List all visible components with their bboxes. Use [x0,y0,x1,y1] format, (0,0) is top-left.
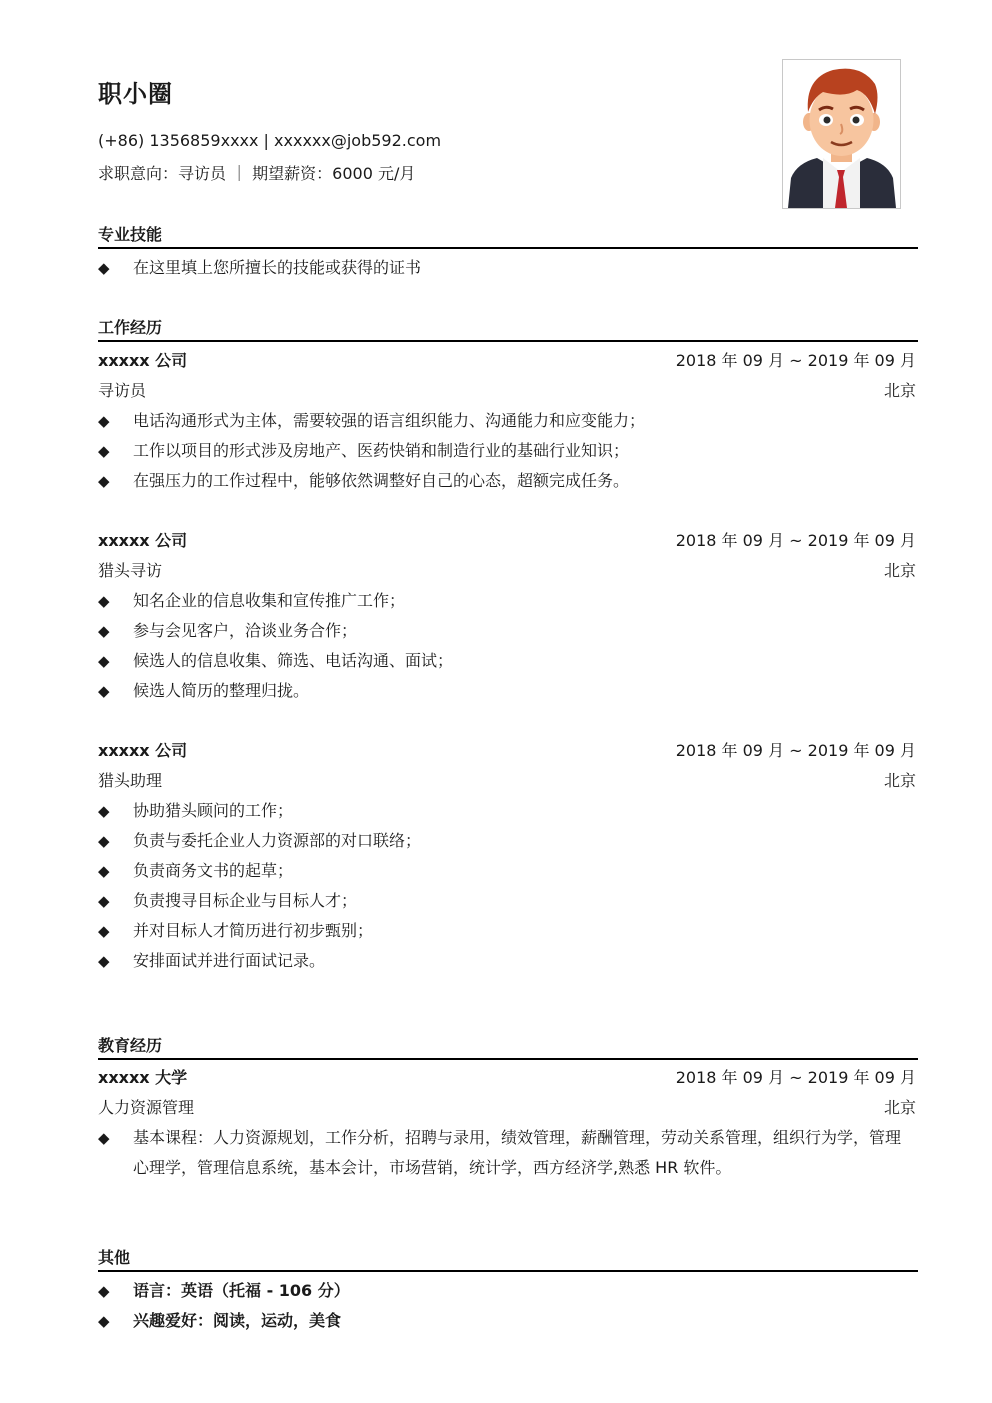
job-company: xxxxx 公司 [98,741,188,760]
education-location: 北京 [883,1098,916,1117]
bullet-diamond-icon: ◆ [98,952,110,970]
job-duty-item [98,676,916,706]
job-duty-item [98,826,916,856]
job-role: 寻访员 [98,381,147,400]
job-duty-item [98,436,916,466]
bullet-diamond-icon: ◆ [98,1312,110,1330]
bullet-diamond-icon: ◆ [98,442,110,460]
education-courses-text: 基本课程：人力资源规划，工作分析，招聘与录用，绩效管理，薪酬管理，劳动关系管理，组织行为学，管理心理学，管理信息系统，基本会计，市场营销，统计学，西方经济学,熟悉 HR 软件。 [133,1128,902,1177]
job-duty-text: 在强压力的工作过程中，能够依然调整好自己的心态，超额完成任务。 [133,471,630,490]
bullet-diamond-icon: ◆ [98,922,110,940]
avatar-illustration [783,60,900,208]
job-role-row [98,559,916,583]
job-period: 2018 年 09 月 ~ 2019 年 09 月 [675,741,916,760]
job-duty-text: 协助猎头顾问的工作； [133,801,294,820]
job-duty-text: 知名企业的信息收集和宣传推广工作； [133,591,406,610]
candidate-name: 职小圈 [98,80,173,108]
job-period: 2018 年 09 月 ~ 2019 年 09 月 [675,351,916,370]
job-duty-item [98,466,916,496]
skill-item-text: 在这里填上您所擅长的技能或获得的证书 [133,258,422,277]
contact-info: (+86) 1356859xxxx | xxxxxx@job592.com [98,131,442,150]
section-title-skills: 专业技能 [98,222,918,249]
bullet-diamond-icon: ◆ [98,682,110,700]
job-duty-item [98,796,916,826]
job-duty-text: 负责搜寻目标企业与目标人才； [133,891,358,910]
bullet-diamond-icon: ◆ [98,1282,110,1300]
job-role: 猎头寻访 [98,561,163,580]
education-courses-item [98,1123,916,1183]
job-intent: 求职意向：寻访员 ｜ 期望薪资：6000 元/月 [98,164,416,183]
section-title-education: 教育经历 [98,1033,918,1060]
bullet-diamond-icon: ◆ [98,259,110,277]
job-role: 猎头助理 [98,771,163,790]
skill-item [98,253,916,283]
job-duty-text: 参与会见客户，洽谈业务合作； [133,621,358,640]
job-duty-item [98,946,916,976]
job-duty-text: 候选人简历的整理归拢。 [133,681,310,700]
job-duty-text: 并对目标人才简历进行初步甄别； [133,921,374,940]
education-header [98,1066,916,1090]
bullet-diamond-icon: ◆ [98,652,110,670]
job-duty-item [98,856,916,886]
job-location: 北京 [883,561,916,580]
bullet-diamond-icon: ◆ [98,412,110,430]
other-item [98,1306,916,1336]
job-company: xxxxx 公司 [98,351,188,370]
job-duty-item [98,916,916,946]
section-title-other: 其他 [98,1245,918,1272]
job-header [98,349,916,373]
bullet-diamond-icon: ◆ [98,1129,110,1147]
job-period: 2018 年 09 月 ~ 2019 年 09 月 [675,531,916,550]
job-role-row [98,769,916,793]
job-header [98,739,916,763]
bullet-diamond-icon: ◆ [98,862,110,880]
section-title-work: 工作经历 [98,315,918,342]
job-duty-text: 负责商务文书的起草； [133,861,294,880]
bullet-diamond-icon: ◆ [98,622,110,640]
job-duty-text: 负责与委托企业人力资源部的对口联络； [133,831,422,850]
bullet-diamond-icon: ◆ [98,802,110,820]
job-header [98,529,916,553]
other-item-text: 语言：英语（托福 - 106 分） [133,1281,350,1300]
job-duty-item [98,886,916,916]
job-duty-item [98,616,916,646]
other-item [98,1276,916,1306]
profile-photo [782,59,901,209]
education-major-row [98,1096,916,1120]
job-duty-text: 安排面试并进行面试记录。 [133,951,326,970]
job-location: 北京 [883,771,916,790]
bullet-diamond-icon: ◆ [98,892,110,910]
job-duty-text: 工作以项目的形式涉及房地产、医药快销和制造行业的基础行业知识； [133,441,630,460]
job-duty-item [98,586,916,616]
bullet-diamond-icon: ◆ [98,592,110,610]
bullet-diamond-icon: ◆ [98,832,110,850]
education-period: 2018 年 09 月 ~ 2019 年 09 月 [675,1068,916,1087]
education-school: xxxxx 大学 [98,1068,188,1087]
job-duty-text: 电话沟通形式为主体，需要较强的语言组织能力、沟通能力和应变能力； [133,411,646,430]
education-major: 人力资源管理 [98,1098,195,1117]
job-duty-text: 候选人的信息收集、筛选、电话沟通、面试； [133,651,454,670]
other-item-text: 兴趣爱好：阅读，运动，美食 [133,1311,342,1330]
job-company: xxxxx 公司 [98,531,188,550]
bullet-diamond-icon: ◆ [98,472,110,490]
job-location: 北京 [883,381,916,400]
job-duty-item [98,406,916,436]
job-role-row [98,379,916,403]
job-duty-item [98,646,916,676]
